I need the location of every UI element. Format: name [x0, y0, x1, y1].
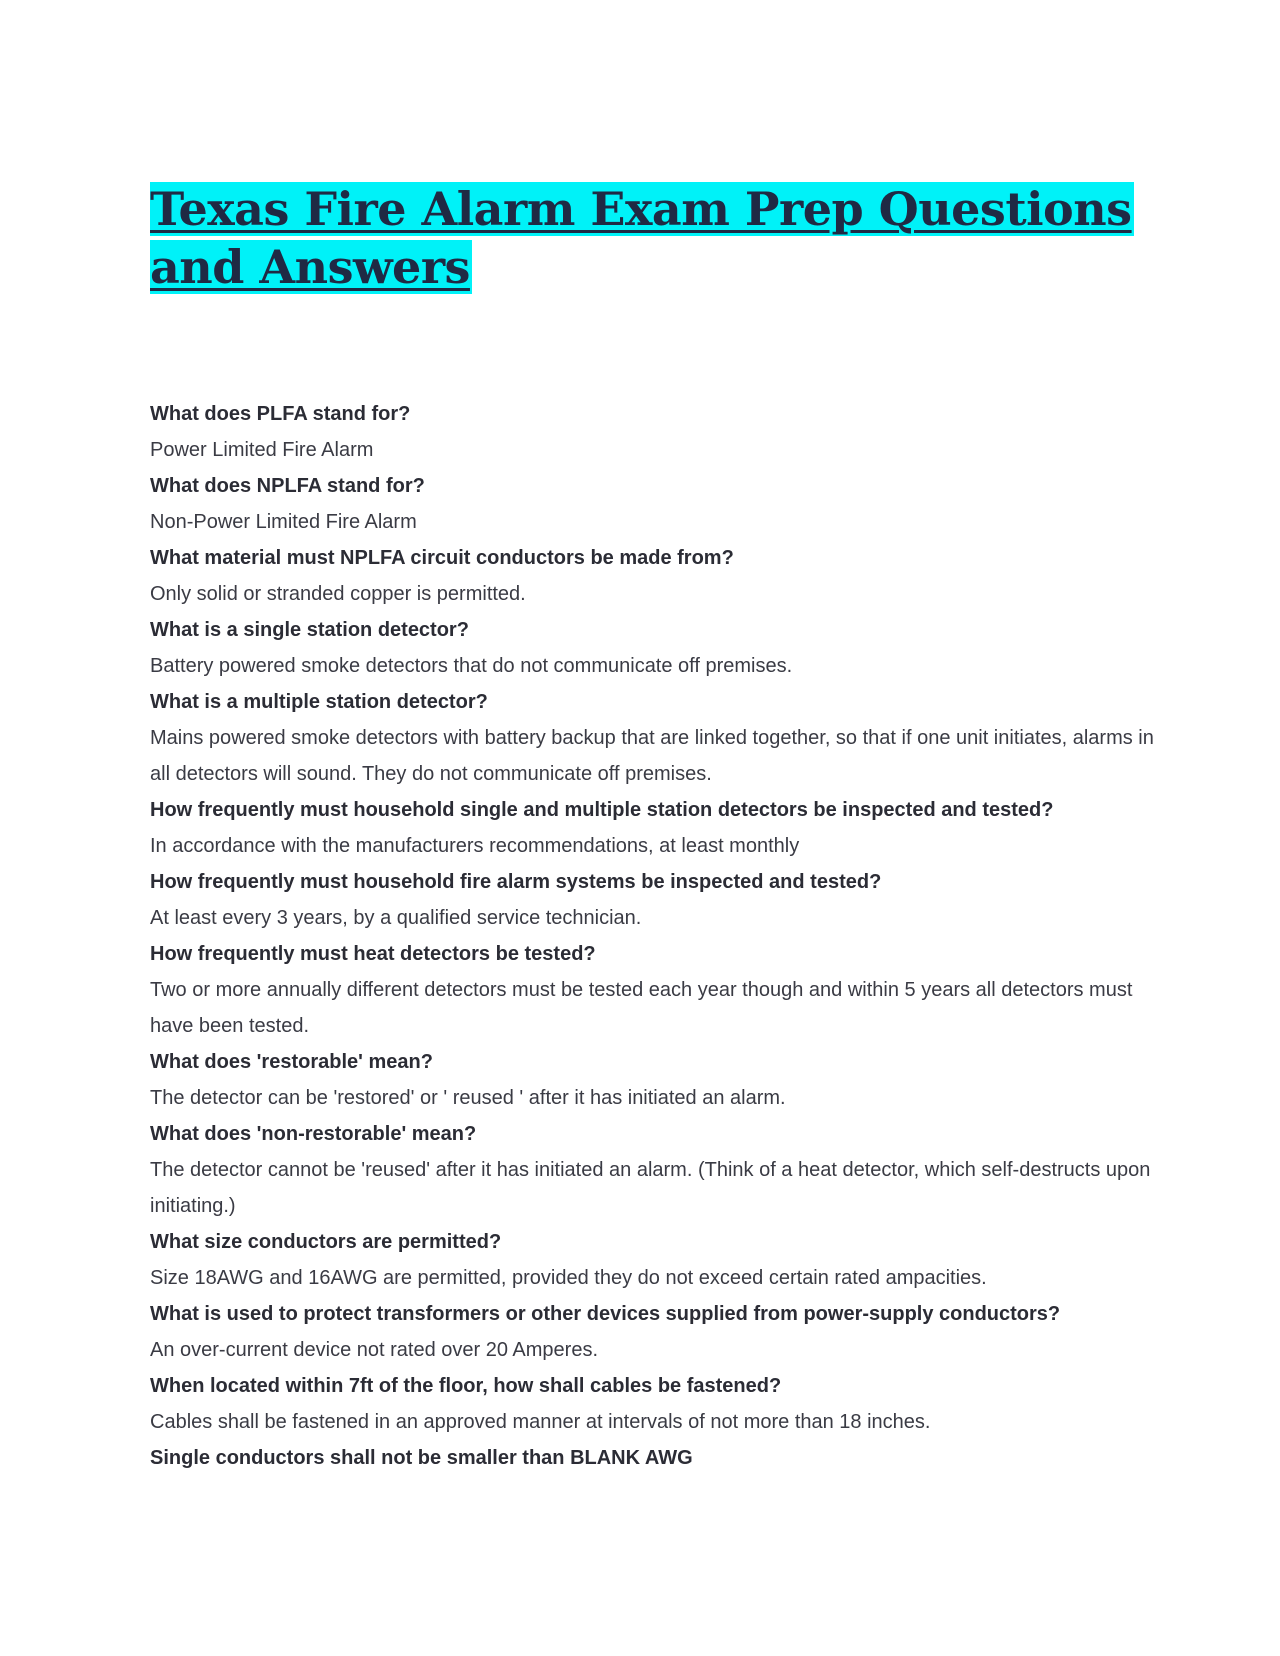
question: What is a multiple station detector? — [150, 691, 488, 713]
answer: Power Limited Fire Alarm — [150, 439, 374, 461]
question: How frequently must heat detectors be tested? — [150, 943, 596, 965]
question: How frequently must household single and multiple station detectors be inspected and tested? — [150, 799, 1054, 821]
title-line-1: Texas Fire Alarm Exam Prep Questions — [150, 182, 1132, 236]
title-line-2: and Answers — [150, 240, 470, 294]
answer: The detector can be 'restored' or ' reused ' after it has initiated an alarm. — [150, 1087, 786, 1109]
answer: In accordance with the manufacturers recommendations, at least monthly — [150, 835, 800, 857]
document-title — [150, 180, 1160, 296]
question: When located within 7ft of the floor, how shall cables be fastened? — [150, 1375, 782, 1397]
answer: Battery powered smoke detectors that do not communicate off premises. — [150, 655, 793, 677]
answer: Cables shall be fastened in an approved manner at intervals of not more than 18 inches. — [150, 1411, 931, 1433]
document-page — [150, 180, 1160, 1476]
question: What does PLFA stand for? — [150, 403, 411, 425]
question: How frequently must household fire alarm systems be inspected and tested? — [150, 871, 882, 893]
answer: Non-Power Limited Fire Alarm — [150, 511, 417, 533]
answer: An over-current device not rated over 20 Amperes. — [150, 1339, 599, 1361]
question: What does 'restorable' mean? — [150, 1051, 433, 1073]
question: What does 'non-restorable' mean? — [150, 1123, 477, 1145]
answer: The detector cannot be 'reused' after it has initiated an alarm. (Think of a heat detector, which self-destructs upon initiating.) — [150, 1159, 1151, 1217]
question: What size conductors are permitted? — [150, 1231, 502, 1253]
question: Single conductors shall not be smaller than BLANK AWG — [150, 1447, 693, 1469]
qa-list — [150, 396, 1160, 1476]
question: What material must NPLFA circuit conductors be made from? — [150, 547, 734, 569]
question: What is a single station detector? — [150, 619, 469, 641]
answer: Size 18AWG and 16AWG are permitted, provided they do not exceed certain rated ampacities. — [150, 1267, 987, 1289]
question: What is used to protect transformers or other devices supplied from power-supply conductors? — [150, 1303, 1061, 1325]
answer: Two or more annually different detectors must be tested each year though and within 5 years all detectors must have been tested. — [150, 979, 1133, 1037]
answer: Mains powered smoke detectors with battery backup that are linked together, so that if one unit initiates, alarms in all detectors will sound. They do not communicate off premises. — [150, 727, 1154, 785]
answer: At least every 3 years, by a qualified service technician. — [150, 907, 642, 929]
question: What does NPLFA stand for? — [150, 475, 425, 497]
answer: Only solid or stranded copper is permitted. — [150, 583, 526, 605]
